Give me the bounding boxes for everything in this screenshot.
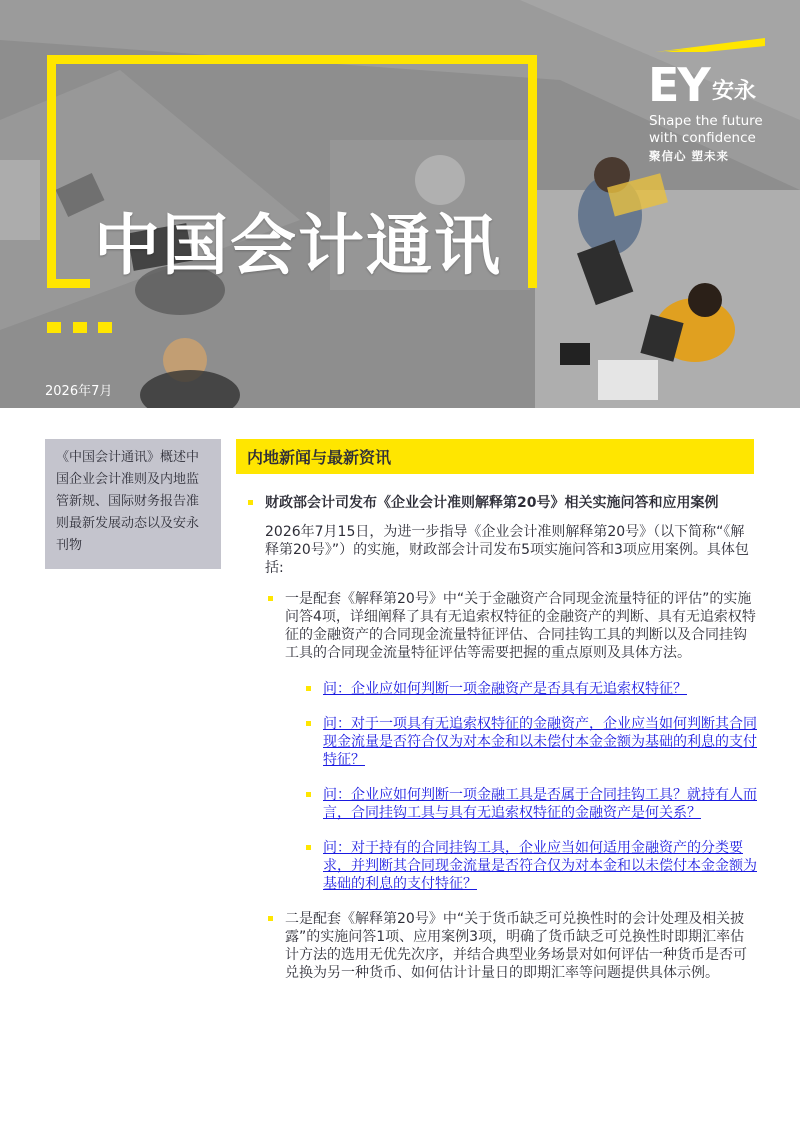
ey-logo: EY <box>648 58 709 112</box>
point-2: 二是配套《解释第20号》中“关于货币缺乏可兑换性时的会计处理及相关披露”的实施问答1项、应用案例3项，明确了货币缺乏可兑换性时即期汇率估计方法的选用无优先次序，并结合典型业务场景对如何评估一种货币是否可兑换为另一种货币、如何估计计量日的即期汇率等问题提供具体示例。 <box>265 910 757 982</box>
article-title: 财政部会计司发布《企业会计准则解释第20号》相关实施问答和应用案例 <box>245 494 757 512</box>
overview-sidebar: 《中国会计通讯》概述中国企业会计准则及内地监管新规、国际财务报告准则最新发展动态以及安永刊物 <box>45 439 221 569</box>
cover-hero <box>0 0 800 408</box>
article-intro: 2026年7月15日，为进一步指导《企业会计准则解释第20号》（以下简称“《解释第20号》”）的实施，财政部会计司发布5项实施问答和3项应用案例。具体包括: <box>265 524 749 576</box>
tagline <box>649 113 763 147</box>
question-item <box>303 715 757 769</box>
ey-beam-icon <box>655 38 765 52</box>
yellow-dash <box>73 322 87 333</box>
ey-chinese-name: 安永 <box>712 79 757 104</box>
point-list <box>265 590 757 982</box>
issue-date: 2026年7月 <box>45 384 113 399</box>
question-item <box>303 680 757 698</box>
question-list <box>303 680 757 893</box>
section-heading: 内地新闻与最新资讯 <box>236 439 754 474</box>
question-item <box>303 786 757 822</box>
question-link-1[interactable]: 问：企业应如何判断一项金融资产是否具有无追索权特征？ <box>323 681 687 697</box>
tagline-chinese: 聚信心 塑未来 <box>649 149 730 163</box>
yellow-dash <box>98 322 112 333</box>
tagline-line-1: Shape the future <box>649 113 763 129</box>
question-link-2[interactable]: 问：对于一项具有无追索权特征的金融资产，企业应当如何判断其合同现金流量是否符合仅为对本金和以未偿付本金金额为基础的利息的支付特征？ <box>323 716 757 768</box>
yellow-frame-segment <box>47 279 90 288</box>
point-1: 一是配套《解释第20号》中“关于金融资产合同现金流量特征的评估”的实施问答4项，详细阐释了具有无追索权特征的金融资产的判断、具有无追索权特征的金融资产的合同现金流量特征评估、合同挂钩工具的判断以及合同挂钩工具的合同现金流量特征评估等需要把握的重点原则及具体方法。 <box>265 590 757 662</box>
publication-title: 中国会计通讯 <box>94 207 502 284</box>
yellow-dash <box>47 322 61 333</box>
main-content <box>245 494 757 982</box>
question-link-3[interactable]: 问：企业应如何判断一项金融工具是否属于合同挂钩工具？就持有人而言，合同挂钩工具与具有无追索权特征的金融资产是何关系？ <box>323 787 757 821</box>
question-item <box>303 839 757 893</box>
tagline-line-2: with confidence <box>649 130 756 146</box>
question-link-4[interactable]: 问：对于持有的合同挂钩工具，企业应当如何适用金融资产的分类要求，并判断其合同现金流量是否符合仅为对本金和以未偿付本金金额为基础的利息的支付特征？ <box>323 840 757 892</box>
